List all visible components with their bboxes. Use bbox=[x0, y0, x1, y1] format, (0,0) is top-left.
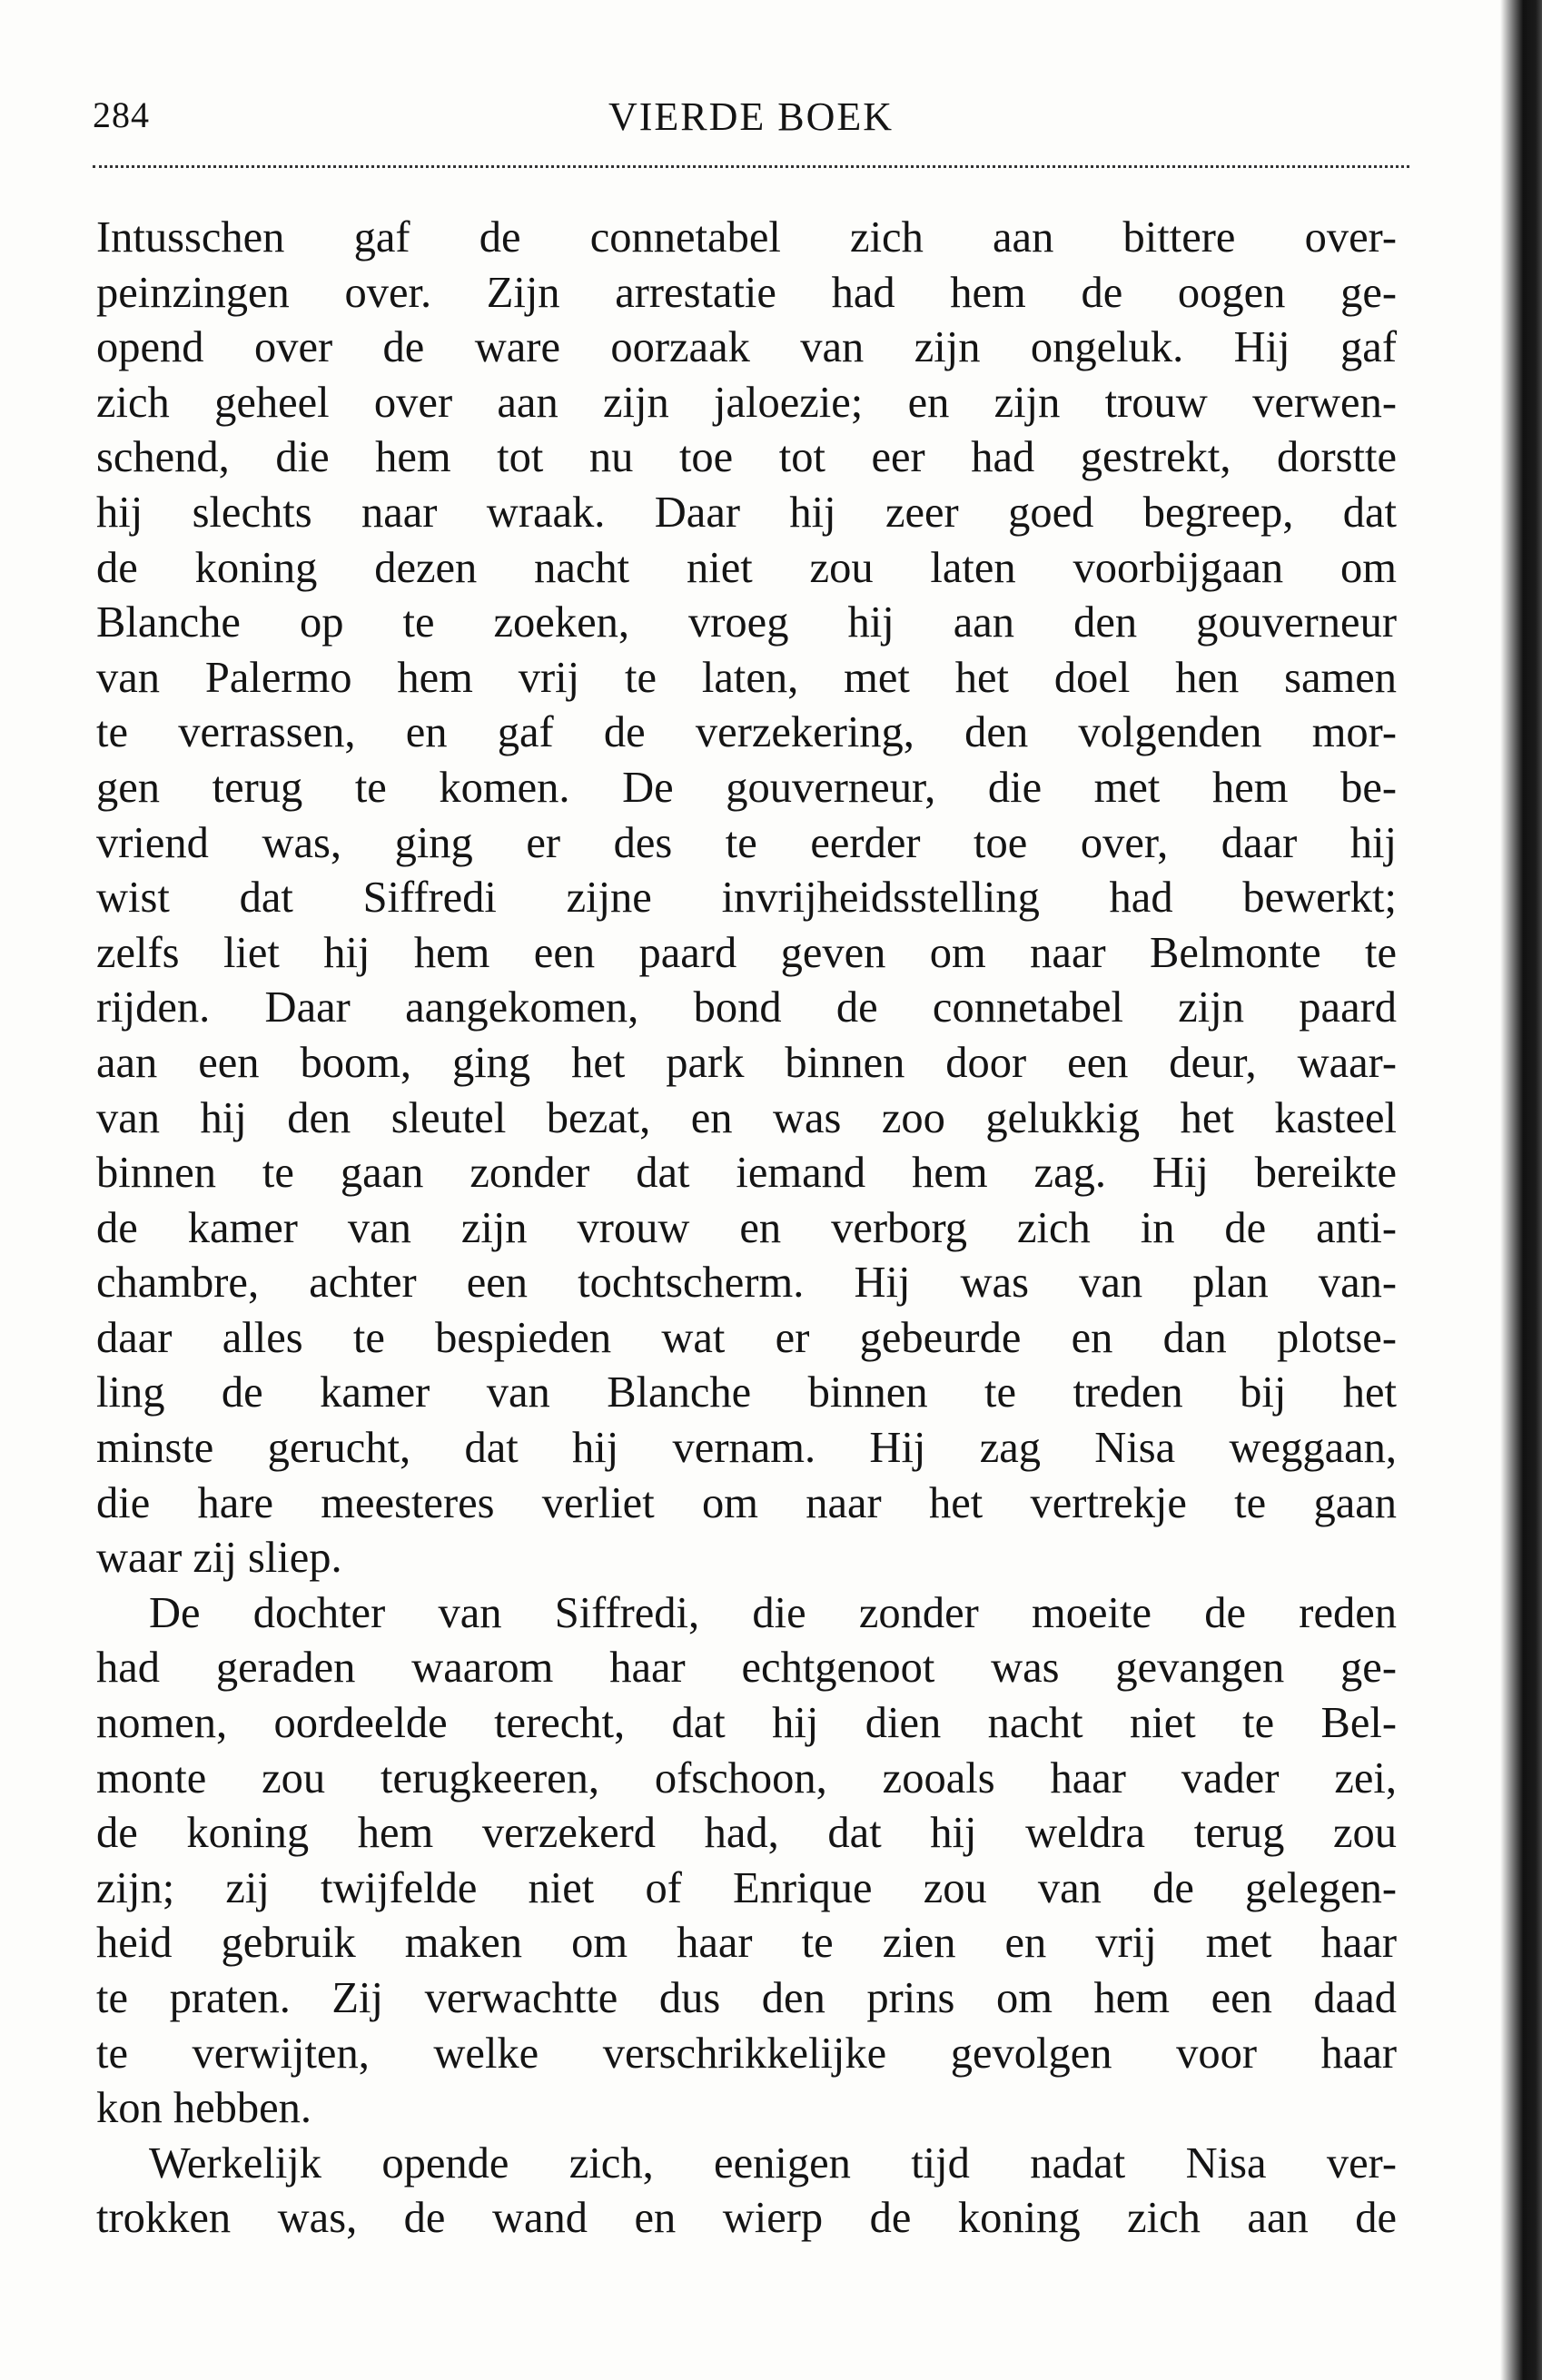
text-line: trokken was, de wand en wierp de koning zich aan de bbox=[96, 2194, 1397, 2243]
text-line: te praten. Zij verwachtte dus den prins om hem een daad bbox=[96, 1974, 1397, 2022]
text-line: monte zou terugkeeren, ofschoon, zooals haar vader zei, bbox=[96, 1753, 1397, 1802]
text-line: minste gerucht, dat hij vernam. Hij zag Nisa weggaan, bbox=[96, 1424, 1397, 1473]
text-line: ling de kamer van Blanche binnen te treden bij het bbox=[96, 1368, 1397, 1417]
text-line: van Palermo hem vrij te laten, met het doel hen samen bbox=[96, 653, 1397, 702]
paragraph bbox=[96, 211, 1397, 1586]
text-line: hij slechts naar wraak. Daar hij zeer goed begreep, dat bbox=[96, 488, 1397, 537]
text-line: opend over de ware oorzaak van zijn ongeluk. Hij gaf bbox=[96, 323, 1397, 372]
page-binding-edge bbox=[1500, 0, 1542, 2380]
text-line: heid gebruik maken om haar te zien en vrij met haar bbox=[96, 1919, 1397, 1968]
text-line: zelfs liet hij hem een paard geven om naar Belmonte te bbox=[96, 928, 1397, 977]
text-line: de koning hem verzekerd had, dat hij weldra terug zou bbox=[96, 1809, 1397, 1858]
text-line: binnen te gaan zonder dat iemand hem zag. Hij bereikte bbox=[96, 1149, 1397, 1198]
text-line: wist dat Siffredi zijne invrijheidsstelling had bewerkt; bbox=[96, 874, 1397, 923]
header-dotted-rule bbox=[93, 165, 1409, 168]
text-line: van hij den sleutel bezat, en was zoo gelukkig het kasteel bbox=[96, 1093, 1397, 1142]
text-line: gen terug te komen. De gouverneur, die met hem be- bbox=[96, 763, 1397, 812]
paragraph bbox=[96, 2137, 1397, 2247]
text-line: nomen, oordeelde terecht, dat hij dien nacht niet te Bel- bbox=[96, 1699, 1397, 1748]
running-title: VIERDE BOEK bbox=[608, 94, 895, 139]
text-line: kon hebben. bbox=[96, 2084, 312, 2133]
body-text bbox=[96, 211, 1397, 2247]
text-line: rijden. Daar aangekomen, bond de connetabel zijn paard bbox=[96, 983, 1397, 1032]
text-line: Blanche op te zoeken, vroeg hij aan den gouverneur bbox=[96, 598, 1397, 647]
text-line: daar alles te bespieden wat er gebeurde en dan plotse- bbox=[96, 1313, 1397, 1362]
page-number: 284 bbox=[93, 94, 150, 135]
text-line: Intusschen gaf de connetabel zich aan bittere over- bbox=[96, 213, 1397, 262]
text-line: aan een boom, ging het park binnen door een deur, waar- bbox=[96, 1038, 1397, 1087]
text-line: de koning dezen nacht niet zou laten voorbijgaan om bbox=[96, 543, 1397, 592]
text-line: had geraden waarom haar echtgenoot was gevangen ge- bbox=[96, 1644, 1397, 1693]
text-line: waar zij sliep. bbox=[96, 1534, 342, 1583]
text-line: te verwijten, welke verschrikkelijke gevolgen voor haar bbox=[96, 2029, 1397, 2078]
text-line: de kamer van zijn vrouw en verborg zich in de anti- bbox=[96, 1203, 1397, 1252]
paragraph bbox=[96, 1586, 1397, 2137]
text-line: chambre, achter een tochtscherm. Hij was van plan van- bbox=[96, 1259, 1397, 1308]
text-line: schend, die hem tot nu toe tot eer had gestrekt, dorstte bbox=[96, 433, 1397, 482]
text-line: De dochter van Siffredi, die zonder moeite de reden bbox=[149, 1588, 1397, 1637]
text-line: vriend was, ging er des te eerder toe over, daar hij bbox=[96, 818, 1397, 867]
page-header bbox=[93, 86, 1409, 141]
text-line: peinzingen over. Zijn arrestatie had hem de oogen ge- bbox=[96, 268, 1397, 317]
text-line: te verrassen, en gaf de verzekering, den volgenden mor- bbox=[96, 708, 1397, 757]
text-line: zijn; zij twijfelde niet of Enrique zou van de gelegen- bbox=[96, 1863, 1397, 1912]
text-line: zich geheel over aan zijn jaloezie; en zijn trouw verwen- bbox=[96, 378, 1397, 427]
text-line: die hare meesteres verliet om naar het vertrekje te gaan bbox=[96, 1478, 1397, 1527]
text-line: Werkelijk opende zich, eenigen tijd nadat Nisa ver- bbox=[149, 2138, 1397, 2187]
